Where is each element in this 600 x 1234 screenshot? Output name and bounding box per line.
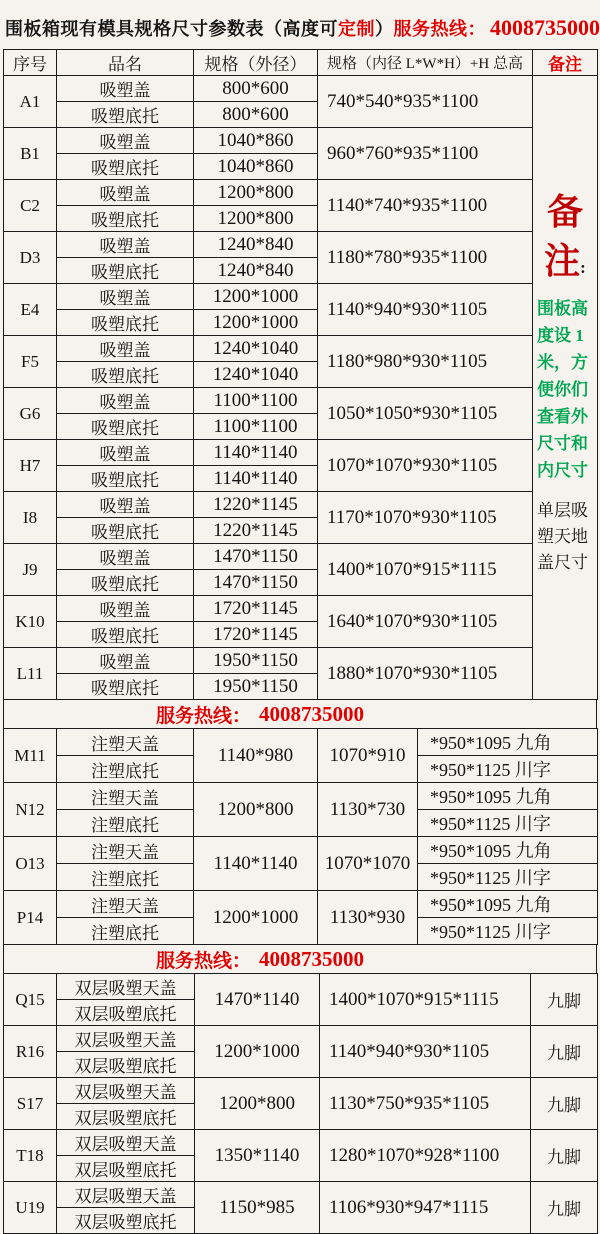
outer-spec-cell: 1350*1140 [195, 1130, 320, 1182]
product-name-cell: 吸塑底托 [57, 466, 194, 492]
remark-note [533, 76, 597, 576]
table-row [4, 596, 598, 622]
outer-spec-cell: 1200*1000 [195, 1026, 320, 1078]
outer-spec-cell: 1950*1150 [194, 648, 318, 674]
remark-big-char: 注: [544, 241, 586, 282]
outer-spec-cell: 1140*1140 [194, 466, 318, 492]
outer-spec-cell: 1470*1150 [194, 570, 318, 596]
row-id-cell: K10 [4, 596, 57, 648]
product-name-cell: 吸塑盖 [57, 76, 194, 102]
table-row [4, 388, 598, 414]
spec-table [3, 49, 597, 1234]
outer-spec-cell: 1100*1100 [194, 414, 318, 440]
header-inner: 规格（内径 L*W*H）+H 总高 [318, 50, 533, 76]
remark-angle-cell: *950*1095 九角 [418, 837, 598, 864]
table-row [4, 180, 598, 206]
row-id-cell: O13 [4, 837, 57, 891]
outer-spec-cell: 800*600 [194, 76, 318, 102]
table-row [4, 1182, 598, 1208]
row-id-cell: P14 [4, 891, 57, 945]
outer-spec-cell: 1240*1040 [194, 362, 318, 388]
inner-spec-cell: 1130*730 [318, 783, 418, 837]
product-name-cell: 吸塑底托 [57, 570, 194, 596]
outer-spec-cell: 800*600 [194, 102, 318, 128]
table-row [4, 336, 598, 362]
table-row [4, 974, 598, 1000]
title-text-main: 围板箱现有模具规格尺寸参数表（高度可 [5, 19, 338, 39]
remark-angle-cell: *950*1095 九角 [418, 783, 598, 810]
title-hotline-number: 4008735000 [490, 15, 600, 40]
product-name-cell: 注塑天盖 [57, 729, 194, 756]
table-row [4, 729, 598, 756]
hotline-number: 4008735000 [259, 701, 364, 726]
inner-spec-cell: 1640*1070*930*1105 [318, 596, 533, 648]
row-id-cell: S17 [4, 1078, 57, 1130]
title-text-custom: 定制 [338, 19, 375, 39]
row-id-cell: N12 [4, 783, 57, 837]
title-hotline-label: 服务热线： [393, 19, 486, 39]
product-name-cell: 吸塑盖 [57, 648, 194, 674]
outer-spec-cell: 1100*1100 [194, 388, 318, 414]
inner-spec-cell: 1400*1070*915*1115 [318, 544, 533, 596]
product-name-cell: 吸塑盖 [57, 128, 194, 154]
product-name-cell: 双层吸塑天盖 [57, 974, 195, 1000]
product-name-cell: 吸塑底托 [57, 310, 194, 336]
row-id-cell: I8 [4, 492, 57, 544]
inner-spec-cell: 1140*940*930*1105 [320, 1026, 531, 1078]
product-name-cell: 注塑天盖 [57, 891, 194, 918]
product-name-cell: 吸塑底托 [57, 414, 194, 440]
outer-spec-cell: 1470*1150 [194, 544, 318, 570]
inner-spec-cell: 1880*1070*930*1105 [318, 648, 533, 700]
outer-spec-cell: 1240*1040 [194, 336, 318, 362]
product-name-cell: 吸塑盖 [57, 544, 194, 570]
outer-spec-cell: 1720*1145 [194, 622, 318, 648]
inner-spec-cell: 960*760*935*1100 [318, 128, 533, 180]
inner-spec-cell: 1180*980*930*1105 [318, 336, 533, 388]
table-header-row [4, 50, 598, 76]
table-row [4, 783, 598, 810]
inner-spec-cell: 1130*750*935*1105 [320, 1078, 531, 1130]
row-id-cell: B1 [4, 128, 57, 180]
hotline-label: 服务热线： [155, 950, 251, 972]
row-id-cell: D3 [4, 232, 57, 284]
inner-spec-cell: 1140*940*930*1105 [318, 284, 533, 336]
remark-chuan-cell: *950*1125 川字 [418, 756, 598, 783]
table-row [4, 440, 598, 466]
inner-spec-cell: 1070*1070 [318, 837, 418, 891]
table-row [4, 837, 598, 864]
outer-spec-cell: 1200*1000 [194, 310, 318, 336]
inner-spec-cell: 1070*910 [318, 729, 418, 783]
product-name-cell: 双层吸塑天盖 [57, 1182, 195, 1208]
product-name-cell: 吸塑盖 [57, 440, 194, 466]
inner-spec-cell: 1400*1070*915*1115 [320, 974, 531, 1026]
product-name-cell: 双层吸塑底托 [57, 1104, 195, 1130]
remark-angle-cell: *950*1095 九角 [418, 891, 598, 918]
product-name-cell: 注塑底托 [57, 918, 194, 945]
outer-spec-cell: 1150*985 [195, 1182, 320, 1234]
row-id-cell: F5 [4, 336, 57, 388]
outer-spec-cell: 1040*860 [194, 154, 318, 180]
table-row [4, 648, 598, 674]
inner-spec-cell: 740*540*935*1100 [318, 76, 533, 128]
row-id-cell: M11 [4, 729, 57, 783]
remark-chuan-cell: *950*1125 川字 [418, 810, 598, 837]
remark-feet-cell: 九脚 [531, 1130, 598, 1182]
inner-spec-cell: 1280*1070*928*1100 [320, 1130, 531, 1182]
hotline-row-1 [3, 700, 597, 728]
product-name-cell: 吸塑盖 [57, 180, 194, 206]
product-name-cell: 吸塑底托 [57, 674, 194, 700]
remark-big-char: 备 [546, 192, 583, 232]
outer-spec-cell: 1040*860 [194, 128, 318, 154]
product-name-cell: 双层吸塑天盖 [57, 1026, 195, 1052]
table-row [4, 76, 598, 102]
product-name-cell: 注塑天盖 [57, 837, 194, 864]
product-name-cell: 双层吸塑底托 [57, 1000, 195, 1026]
outer-spec-cell: 1200*800 [194, 180, 318, 206]
product-name-cell: 吸塑底托 [57, 258, 194, 284]
outer-spec-cell: 1720*1145 [194, 596, 318, 622]
outer-spec-cell: 1200*1000 [194, 284, 318, 310]
remark-chuan-cell: *950*1125 川字 [418, 864, 598, 891]
row-id-cell: U19 [4, 1182, 57, 1234]
remark-feet-cell: 九脚 [531, 974, 598, 1026]
row-id-cell: T18 [4, 1130, 57, 1182]
remark-black-note: 单层吸塑天地盖尺寸 [537, 500, 588, 572]
inner-spec-cell: 1050*1050*930*1105 [318, 388, 533, 440]
hotline-row-2 [3, 945, 597, 973]
inner-spec-cell: 1130*930 [318, 891, 418, 945]
product-name-cell: 吸塑盖 [57, 388, 194, 414]
outer-spec-cell: 1240*840 [194, 258, 318, 284]
table-row [4, 544, 598, 570]
outer-spec-cell: 1200*800 [195, 1078, 320, 1130]
header-outer: 规格（外径） [194, 50, 318, 76]
product-name-cell: 吸塑底托 [57, 622, 194, 648]
outer-spec-cell: 1140*1140 [194, 440, 318, 466]
outer-spec-cell: 1220*1145 [194, 518, 318, 544]
outer-spec-cell: 1200*1000 [194, 891, 318, 945]
table-row [4, 492, 598, 518]
row-id-cell: C2 [4, 180, 57, 232]
row-id-cell: H7 [4, 440, 57, 492]
row-id-cell: L11 [4, 648, 57, 700]
row-id-cell: A1 [4, 76, 57, 128]
inner-spec-cell: 1070*1070*930*1105 [318, 440, 533, 492]
header-remark: 备注 [533, 50, 598, 76]
product-name-cell: 吸塑底托 [57, 154, 194, 180]
product-name-cell: 吸塑底托 [57, 518, 194, 544]
outer-spec-cell: 1240*840 [194, 232, 318, 258]
product-name-cell: 注塑底托 [57, 756, 194, 783]
table-row [4, 1130, 598, 1156]
product-name-cell: 吸塑盖 [57, 336, 194, 362]
row-id-cell: J9 [4, 544, 57, 596]
outer-spec-cell: 1200*800 [194, 206, 318, 232]
product-name-cell: 双层吸塑底托 [57, 1156, 195, 1182]
inner-spec-cell: 1106*930*947*1115 [320, 1182, 531, 1234]
section1-table [3, 49, 598, 700]
remark-feet-cell: 九脚 [531, 1026, 598, 1078]
hotline-label: 服务热线： [155, 705, 251, 727]
outer-spec-cell: 1950*1150 [194, 674, 318, 700]
product-name-cell: 双层吸塑天盖 [57, 1078, 195, 1104]
outer-spec-cell: 1140*980 [194, 729, 318, 783]
table-row [4, 128, 598, 154]
section3-table [3, 973, 598, 1234]
section2-table [3, 728, 598, 945]
hotline-number: 4008735000 [259, 946, 364, 971]
remark-chuan-cell: *950*1125 川字 [418, 918, 598, 945]
product-name-cell: 吸塑盖 [57, 596, 194, 622]
product-name-cell: 注塑天盖 [57, 783, 194, 810]
outer-spec-cell: 1470*1140 [195, 974, 320, 1026]
outer-spec-cell: 1200*800 [194, 783, 318, 837]
remark-colon: : [580, 258, 586, 278]
remark-angle-cell: *950*1095 九角 [418, 729, 598, 756]
table-row [4, 891, 598, 918]
row-id-cell: Q15 [4, 974, 57, 1026]
remark-green-note: 围板高度设 1 米，方便你们查看外尺寸和内尺寸 [537, 298, 588, 480]
row-id-cell: E4 [4, 284, 57, 336]
header-name: 品名 [57, 50, 194, 76]
product-name-cell: 吸塑底托 [57, 206, 194, 232]
page-title [0, 0, 600, 49]
remark-feet-cell: 九脚 [531, 1078, 598, 1130]
product-name-cell: 吸塑盖 [57, 232, 194, 258]
outer-spec-cell: 1140*1140 [194, 837, 318, 891]
product-name-cell: 吸塑底托 [57, 362, 194, 388]
inner-spec-cell: 1170*1070*930*1105 [318, 492, 533, 544]
product-name-cell: 双层吸塑底托 [57, 1208, 195, 1234]
table-row [4, 232, 598, 258]
product-name-cell: 注塑底托 [57, 810, 194, 837]
product-name-cell: 吸塑盖 [57, 284, 194, 310]
product-name-cell: 吸塑盖 [57, 492, 194, 518]
row-id-cell: R16 [4, 1026, 57, 1078]
title-text-paren: ） [375, 19, 394, 39]
product-name-cell: 双层吸塑天盖 [57, 1130, 195, 1156]
remark-note-cell [533, 76, 598, 700]
table-row [4, 1078, 598, 1104]
remark-feet-cell: 九脚 [531, 1182, 598, 1234]
inner-spec-cell: 1140*740*935*1100 [318, 180, 533, 232]
table-row [4, 1026, 598, 1052]
product-name-cell: 双层吸塑底托 [57, 1052, 195, 1078]
table-row [4, 284, 598, 310]
outer-spec-cell: 1220*1145 [194, 492, 318, 518]
product-name-cell: 吸塑底托 [57, 102, 194, 128]
inner-spec-cell: 1180*780*935*1100 [318, 232, 533, 284]
row-id-cell: G6 [4, 388, 57, 440]
product-name-cell: 注塑底托 [57, 864, 194, 891]
header-no: 序号 [4, 50, 57, 76]
